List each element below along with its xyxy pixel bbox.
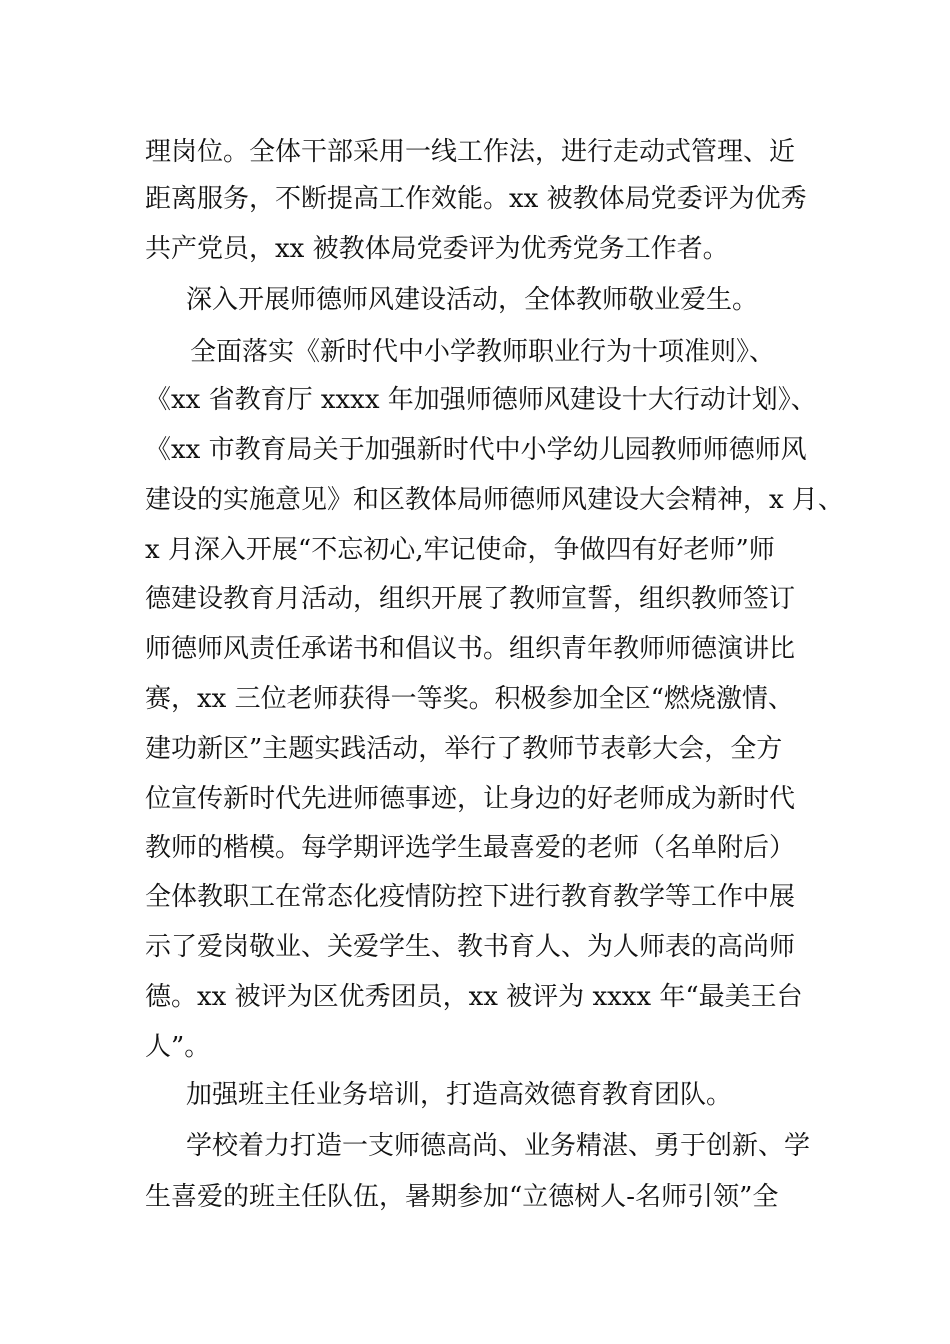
text-line: 全体教职工在常态化疫情防控下进行教育教学等工作中展 xyxy=(145,882,796,912)
section-heading: 深入开展师德师风建设活动，全体教师敬业爱生。 xyxy=(186,285,759,315)
text-line: 德。xx 被评为区优秀团员，xx 被评为 xxxx 年“最美王台 xyxy=(145,982,803,1012)
text-line: 位宣传新时代先进师德事迹，让身边的好老师成为新时代 xyxy=(145,784,796,814)
text-line: 赛，xx 三位老师获得一等奖。积极参加全区“燃烧激情、 xyxy=(145,684,794,714)
text-line: 《xx 省教育厅 xxxx 年加强师德师风建设十大行动计划》、 xyxy=(145,385,817,415)
text-line: 建设的实施意见》和区教体局师德师风建设大会精神，x 月、 xyxy=(145,485,844,515)
text-line: 生喜爱的班主任队伍，暑期参加“立德树人-名师引领”全 xyxy=(145,1182,779,1212)
text-line: 教师的楷模。每学期评选学生最喜爱的老师（名单附后） xyxy=(145,833,796,863)
text-line: 学校着力打造一支师德高尚、业务精湛、勇于创新、学 xyxy=(186,1131,811,1161)
text-line: 师德师风责任承诺书和倡议书。组织青年教师师德演讲比 xyxy=(145,634,796,664)
text-line: 理岗位。全体干部采用一线工作法，进行走动式管理、近 xyxy=(145,137,796,167)
text-line: 建功新区”主题实践活动，举行了教师节表彰大会，全方 xyxy=(145,734,783,764)
text-line: 《xx 市教育局关于加强新时代中小学幼儿园教师师德师风 xyxy=(145,435,807,465)
text-line: 示了爱岗敬业、关爱学生、教书育人、为人师表的高尚师 xyxy=(145,932,796,962)
text-line: 人”。 xyxy=(145,1032,211,1062)
text-line: 距离服务，不断提高工作效能。xx 被教体局党委评为优秀 xyxy=(145,184,807,214)
text-line: x 月深入开展“不忘初心,牢记使命，争做四有好老师”师 xyxy=(145,535,775,565)
text-line: 德建设教育月活动，组织开展了教师宣誓，组织教师签订 xyxy=(145,584,796,614)
text-line: 全面落实《新时代中小学教师职业行为十项准则》、 xyxy=(190,337,776,367)
section-heading: 加强班主任业务培训，打造高效德育教育团队。 xyxy=(186,1080,733,1110)
text-line: 共产党员，xx 被教体局党委评为优秀党务工作者。 xyxy=(145,234,729,264)
